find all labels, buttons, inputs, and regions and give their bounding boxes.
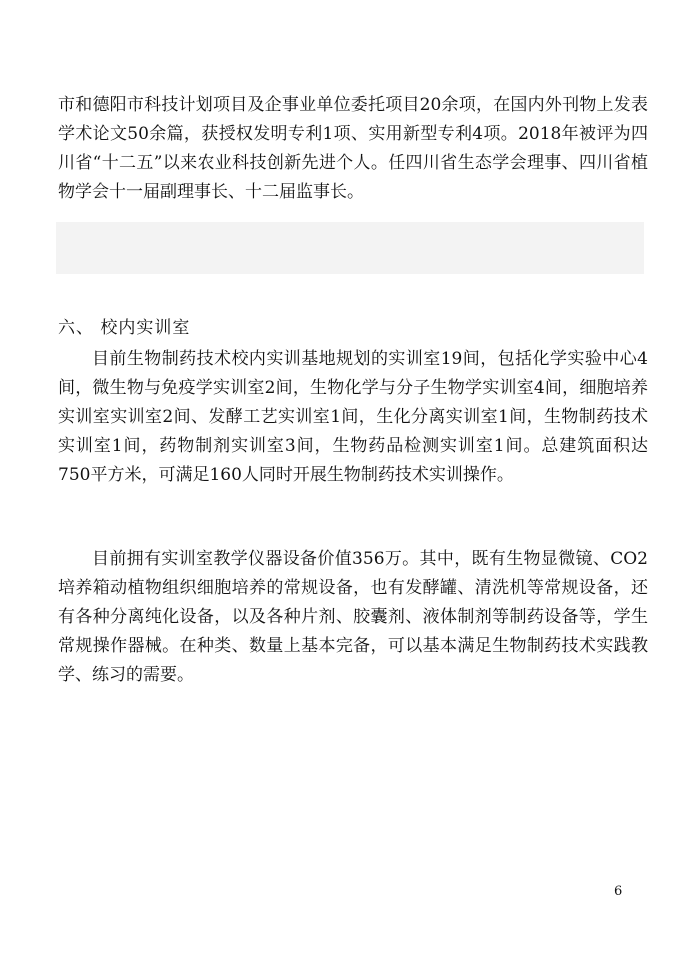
section-paragraph: 目前拥有实训室教学仪器设备价值356万。其中，既有生物显微镜、CO2培养箱动植物组织细胞培养的常规设备，也有发酵罐、清洗机等常规设备，还有各种分离纯化设备，以及各种片剂、胶囊剂、液体制剂等制药设备等，学生常规操作器械。在种类、数量上基本完备，可以基本满足生物制药技术实践教学、练习的需要。 [58,549,648,685]
section-paragraph: 目前生物制药技术校内实训基地规划的实训室19间，包括化学实验中心4间，微生物与免疫学实训室2间，生物化学与分子生物学实训室4间，细胞培养实训室实训室2间、发酵工艺实训室1间，生化分离实训室1间，生物制药技术实训室1间，药物制剂实训室3间，生物药品检测实训室1间。总建筑面积达750平方米，可满足160人同时开展生物制药技术实训操作。 [58,349,648,485]
continuation-paragraph: 市和德阳市科技计划项目及企事业单位委托项目20余项，在国内外刊物上发表学术论文50余篇，获授权发明专利1项、实用新型专利4项。2018年被评为四川省“十二五”以来农业科技创新先进个人。任四川省生态学会理事、四川省植物学会十一届副理事长、十二届监事长。 [58,95,648,202]
page-number: 6 [614,884,623,899]
section-heading: 六、 校内实训室 [58,318,191,338]
blank-shaded-band [56,222,644,274]
